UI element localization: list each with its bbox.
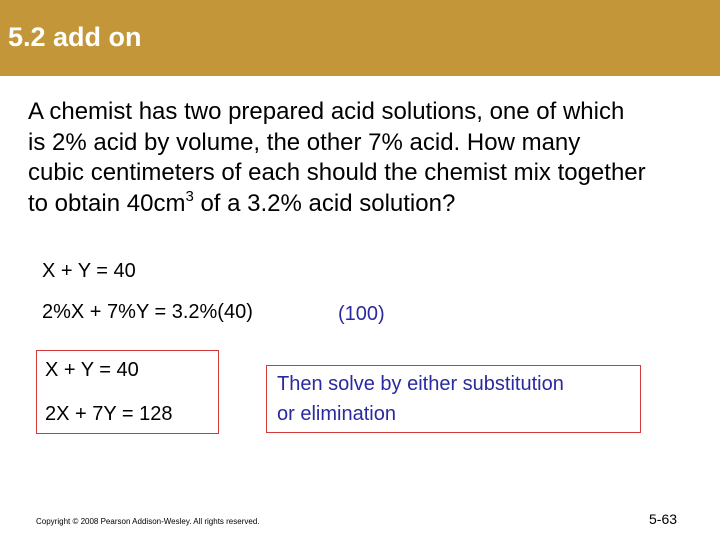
slide-title: 5.2 add on (8, 22, 142, 52)
multiplier-label: (100) (338, 303, 385, 325)
system-box (36, 350, 219, 434)
problem-line-3: cubic centimeters of each should the chemist mix together (28, 159, 646, 186)
cubed-superscript: 3 (185, 187, 194, 205)
title-bar (0, 0, 720, 76)
system-equation-1: X + Y = 40 (45, 359, 139, 381)
problem-statement (28, 97, 708, 219)
system-equation-2: 2X + 7Y = 128 (45, 403, 173, 425)
problem-line-1: A chemist has two prepared acid solutions, one of which (28, 98, 625, 125)
equation-sum: X + Y = 40 (42, 260, 136, 282)
problem-line-2: is 2% acid by volume, the other 7% acid. How many (28, 128, 581, 156)
hint-line-1: Then solve by either substitution (277, 373, 564, 395)
problem-line-4 (28, 189, 708, 220)
equation-percent: 2%X + 7%Y = 3.2%(40) (42, 301, 253, 323)
page-number: 5-63 (649, 511, 678, 527)
hint-box (266, 365, 641, 433)
hint-line-2: or elimination (277, 403, 396, 425)
copyright-notice: Copyright © 2008 Pearson Addison-Wesley. All rights reserved. (36, 517, 260, 526)
problem-line-4-end: of a 3.2% acid solution? (193, 189, 456, 217)
problem-line-4-start: to obtain 40cm (28, 189, 186, 217)
